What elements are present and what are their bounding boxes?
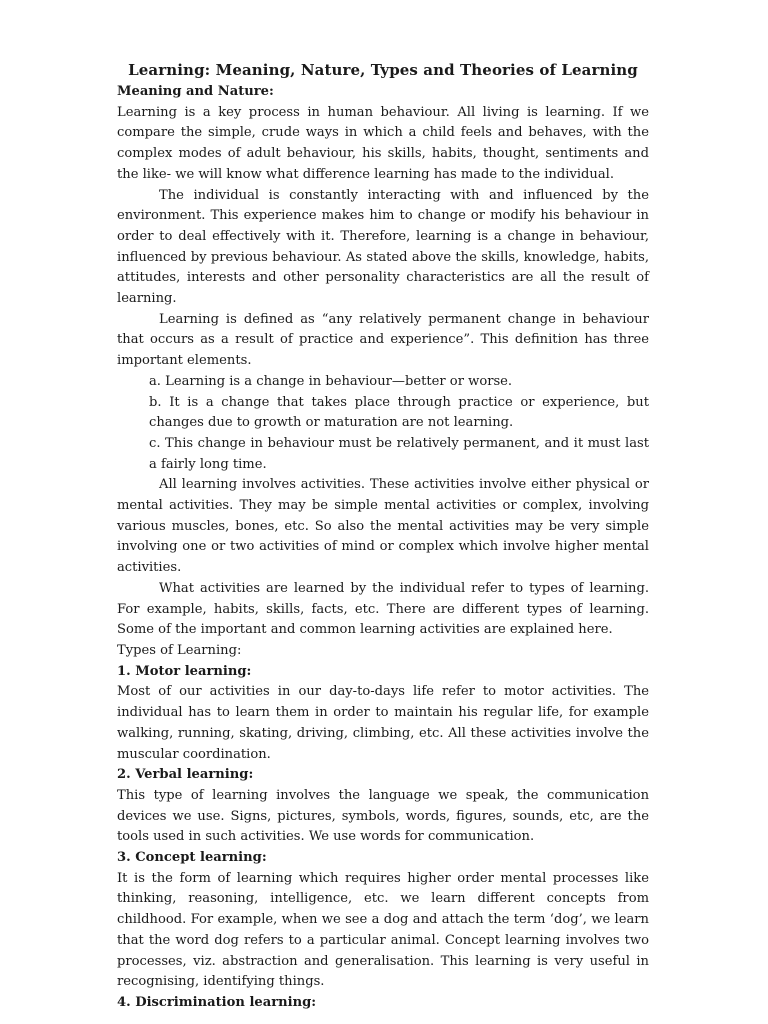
section-heading-meaning: Meaning and Nature:: [117, 84, 274, 99]
document-page: [117, 60, 649, 1014]
paragraph: What activities are learned by the individual refer to types of learning. For example, habits, skills, facts, etc. There are different types of learning. Some of the important and common learning activities are explained here.: [117, 580, 649, 638]
list-item: c. This change in behaviour must be relatively permanent, and it must last a fairly long time.: [149, 435, 649, 472]
paragraph: Learning is defined as “any relatively permanent change in behaviour that occurs as a result of practice and experience”. This definition has three important elements.: [117, 311, 649, 369]
list-item: a. Learning is a change in behaviour—better or worse.: [149, 373, 513, 389]
paragraph: It is the form of learning which requires higher order mental processes like thinking, reasoning, intelligence, etc. we learn different concepts from childhood. For example, when we see a dog and attach the term ‘dog’, we learn that the word dog refers to a particular animal. Concept learning involves two processes, viz. abstraction and generalisation. This learning is very useful in recognising, identifying things.: [117, 870, 649, 990]
types-heading: Types of Learning:: [117, 642, 242, 658]
type-heading-concept: 3. Concept learning:: [117, 850, 267, 866]
paragraph: The individual is constantly interacting with and influenced by the environment. This experience makes him to change or modify his behaviour in order to deal effectively with it. Therefore, learning is a change in behaviour, influenced by previous behaviour. As stated above the skills, knowledge, habits, attitudes, interests and other personality characteristics are all the result of learning.: [117, 187, 649, 307]
paragraph: Learning is a key process in human behaviour. All living is learning. If we compare the simple, crude ways in which a child feels and behaves, with the complex modes of adult behaviour, his skills, habits, thought, sentiments and the like- we will know what difference learning has made to the individual.: [117, 104, 649, 182]
type-heading-verbal: 2. Verbal learning:: [117, 767, 254, 783]
type-heading-motor: 1. Motor learning:: [117, 663, 252, 679]
type-heading-discrimination: 4. Discrimination learning:: [117, 994, 317, 1010]
document-title: Learning: Meaning, Nature, Types and Theories of Learning: [128, 61, 638, 79]
paragraph: Most of our activities in our day-to-days life refer to motor activities. The individual has to learn them in order to maintain his regular life, for example walking, running, skating, driving, climbing, etc. All these activities involve the muscular coordination.: [117, 684, 649, 762]
list-item: b. It is a change that takes place through practice or experience, but changes due to growth or maturation are not learning.: [149, 394, 649, 431]
definition-elements-list: [117, 372, 649, 476]
paragraph: This type of learning involves the language we speak, the communication devices we use. Signs, pictures, symbols, words, figures, sounds, etc, are the tools used in such activities. We use words for communication.: [117, 787, 649, 845]
paragraph: All learning involves activities. These activities involve either physical or mental activities. They may be simple mental activities or complex, involving various muscles, bones, etc. So also the mental activities may be very simple involving one or two activities of mind or complex which involve higher mental activities.: [117, 477, 649, 576]
